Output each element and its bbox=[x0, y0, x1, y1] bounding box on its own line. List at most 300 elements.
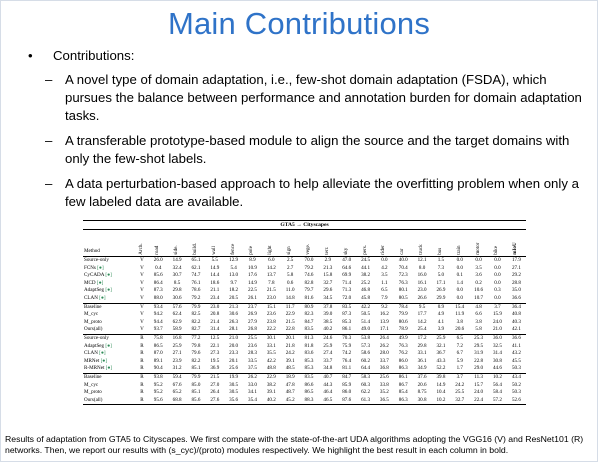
table-cell: V bbox=[140, 311, 144, 318]
table-cell: 2.5 bbox=[286, 257, 294, 263]
table-cell: 15.9 bbox=[492, 311, 502, 318]
method-cell: AdaptSeg [●] bbox=[84, 287, 112, 294]
table-cell: 18.2 bbox=[229, 287, 239, 294]
column-header: Method bbox=[83, 230, 135, 257]
table-cell: 35.2 bbox=[379, 389, 389, 396]
table-cell: R bbox=[135, 334, 149, 342]
table-cell: 19.5 bbox=[210, 357, 220, 364]
table-cell: 15.8 bbox=[323, 272, 333, 279]
table-row bbox=[83, 397, 526, 405]
table-cell: 89.1 bbox=[153, 357, 163, 364]
table-cell: 23.0 bbox=[266, 294, 276, 301]
table-cell: 76.1 bbox=[191, 279, 201, 286]
table-cell: 86.3 bbox=[398, 365, 408, 372]
table-cell: 25.6 bbox=[375, 373, 394, 381]
table-cell: 82.5 bbox=[191, 311, 201, 318]
column-header: mIoU bbox=[507, 230, 526, 257]
table-cell: 50.2 bbox=[511, 381, 521, 388]
table-cell: 13.7 bbox=[266, 272, 276, 279]
table-cell: 0.0 bbox=[456, 257, 463, 263]
table-cell: 79.2 bbox=[191, 294, 201, 301]
table-cell: 0.0 bbox=[381, 257, 388, 263]
table-row bbox=[83, 265, 526, 273]
table-cell: V bbox=[140, 264, 144, 271]
sub-bullet-prototype bbox=[28, 132, 588, 168]
table-cell: 12.5 bbox=[205, 334, 224, 342]
table-cell: 20.1 bbox=[281, 334, 300, 342]
column-header: rider bbox=[375, 230, 394, 257]
table-row bbox=[83, 319, 526, 327]
table-cell: 33.0 bbox=[248, 381, 257, 388]
table-cell: 11.7 bbox=[281, 303, 300, 311]
table-cell: 33.7 bbox=[323, 357, 333, 364]
table-cell: 6.0 bbox=[268, 257, 275, 263]
table-cell: 87.3 bbox=[153, 287, 163, 294]
table-cell: 34.8 bbox=[323, 365, 333, 372]
table-cell: 27.6 bbox=[205, 397, 224, 405]
table-cell: 3.7 bbox=[450, 373, 469, 381]
table-cell: 86.3 bbox=[394, 397, 413, 405]
method-cell: CLAN [●] bbox=[84, 350, 106, 357]
method-cell: Ours(all) bbox=[83, 397, 135, 405]
table-cell: 11.0 bbox=[285, 287, 295, 294]
table-cell: 87.3 bbox=[342, 311, 352, 318]
table-cell: 93.7 bbox=[153, 326, 163, 333]
table-cell: 10.7 bbox=[474, 294, 484, 301]
column-header: sky bbox=[337, 230, 356, 257]
table-cell: 24.2 bbox=[285, 350, 295, 357]
table-cell: 25.2 bbox=[361, 279, 370, 286]
table-cell: 28.1 bbox=[229, 326, 239, 333]
column-header: bus bbox=[432, 230, 451, 257]
table-cell: 35.0 bbox=[511, 287, 521, 294]
table-cell: 40.7 bbox=[318, 373, 337, 381]
table-row bbox=[83, 326, 526, 334]
table-cell: 3.9 bbox=[437, 326, 445, 333]
table-cell: 33.1 bbox=[417, 350, 427, 357]
column-header: light bbox=[262, 230, 281, 257]
table-cell: 38.5 bbox=[323, 318, 333, 325]
table-cell: 25.9 bbox=[432, 334, 451, 342]
column-header: road bbox=[149, 230, 168, 257]
table-cell: 31.4 bbox=[210, 326, 220, 333]
table-cell: 45.5 bbox=[511, 357, 521, 364]
table-cell: 53.8 bbox=[356, 334, 375, 342]
table-cell: 25.6 bbox=[229, 365, 239, 372]
table-cell: 0.9 bbox=[432, 303, 451, 311]
table-cell: 84.7 bbox=[337, 373, 356, 381]
table-row bbox=[83, 334, 526, 342]
column-header: side. bbox=[168, 230, 187, 257]
table-cell: 70.0 bbox=[304, 257, 314, 263]
table-cell: 46.8 bbox=[361, 287, 370, 294]
table-cell: 39.0 bbox=[323, 311, 333, 318]
table-cell: 2.9 bbox=[324, 257, 332, 263]
table-cell: 81.3 bbox=[300, 334, 319, 342]
table-cell: 4.9 bbox=[437, 311, 445, 318]
method-cell: AdaptSeg [●] bbox=[84, 342, 112, 349]
table-cell: 57.6 bbox=[168, 303, 187, 311]
table-cell: 3.6 bbox=[475, 272, 482, 279]
table-cell: 38.2 bbox=[266, 381, 276, 388]
table-cell: 80.1 bbox=[398, 287, 408, 294]
method-cell: MRNet [●] bbox=[84, 357, 108, 364]
table-cell: 37.6 bbox=[413, 373, 432, 381]
table-cell: 9.2 bbox=[375, 303, 394, 311]
table-cell: 27.4 bbox=[323, 350, 333, 357]
table-cell: 49.0 bbox=[361, 326, 370, 333]
table-cell: R bbox=[135, 397, 149, 405]
slide-title: Main Contributions bbox=[167, 6, 431, 41]
table-cell: 12.1 bbox=[417, 257, 427, 263]
table-cell: 74.7 bbox=[191, 272, 201, 279]
table-row bbox=[83, 373, 526, 381]
table-cell: 94.4 bbox=[153, 318, 163, 325]
table-cell: 85.6 bbox=[187, 397, 206, 405]
table-cell: 10.2 bbox=[488, 373, 507, 381]
table-cell: 27.1 bbox=[172, 350, 182, 357]
sub-bullet-perturbation bbox=[28, 175, 588, 211]
table-cell: V bbox=[140, 257, 144, 263]
table-row bbox=[83, 280, 526, 288]
table-cell: R bbox=[140, 365, 144, 372]
table-cell: R bbox=[140, 350, 144, 357]
column-header: train bbox=[450, 230, 469, 257]
table-cell: 64.4 bbox=[361, 365, 370, 372]
table-cell: 20.5 bbox=[229, 294, 239, 301]
table-cell: 78.9 bbox=[398, 326, 408, 333]
table-cell: 47.0 bbox=[342, 257, 352, 263]
table-cell: 21.1 bbox=[210, 287, 220, 294]
method-cell: FCNs [●] bbox=[84, 264, 104, 271]
table-cell: 0.0 bbox=[456, 287, 463, 294]
table-cell: 74.6 bbox=[304, 272, 314, 279]
table-cell: 24.6 bbox=[318, 334, 337, 342]
method-cell: Source-only bbox=[84, 257, 109, 263]
column-header: pers. bbox=[356, 230, 375, 257]
table-cell: 38.2 bbox=[361, 272, 370, 279]
table-cell: 86.5 bbox=[304, 389, 314, 396]
table-cell: V bbox=[140, 287, 144, 294]
table-cell: V bbox=[140, 272, 144, 279]
table-cell: 21.8 bbox=[285, 342, 295, 349]
table-cell: 7.2 bbox=[456, 342, 463, 349]
table-cell: 5.9 bbox=[456, 357, 463, 364]
table-cell: 80.9 bbox=[300, 303, 319, 311]
table-cell: 62.9 bbox=[172, 318, 182, 325]
table-cell: 42.1 bbox=[511, 326, 521, 333]
table-cell: 23.3 bbox=[229, 350, 239, 357]
table-cell: 79.9 bbox=[398, 311, 408, 318]
table-cell: 40.2 bbox=[262, 397, 281, 405]
table-cell: 22.2 bbox=[266, 326, 276, 333]
table-cell: R bbox=[140, 389, 144, 396]
table-cell: 56.4 bbox=[492, 381, 502, 388]
table-cell: 39.1 bbox=[266, 389, 276, 396]
table-cell: 69.9 bbox=[342, 272, 352, 279]
table-cell: 24.0 bbox=[474, 389, 484, 396]
table-cell: 85.4 bbox=[398, 389, 408, 396]
table-cell: 27.9 bbox=[248, 318, 257, 325]
table-cell: 42.2 bbox=[356, 303, 375, 311]
table-cell: 7.9 bbox=[381, 294, 388, 301]
table-cell: 32.7 bbox=[450, 397, 469, 405]
table-cell: 58.6 bbox=[361, 350, 370, 357]
table-cell: 25.5 bbox=[455, 389, 465, 396]
table-cell: 6.5 bbox=[381, 287, 388, 294]
table-cell: 50.3 bbox=[511, 389, 521, 396]
table-cell: 16.2 bbox=[379, 311, 389, 318]
table-cell: 68.8 bbox=[168, 397, 187, 405]
table-cell: 25.5 bbox=[243, 334, 262, 342]
table-cell: 21.5 bbox=[205, 373, 224, 381]
table-cell: 23.6 bbox=[266, 311, 276, 318]
table-cell: 24.5 bbox=[361, 257, 370, 263]
table-cell: 25.4 bbox=[417, 326, 427, 333]
table-cell: 8.9 bbox=[249, 257, 256, 263]
table-cell: 33.8 bbox=[379, 381, 389, 388]
table-cell: 85.3 bbox=[304, 365, 314, 372]
table-cell: 13.0 bbox=[229, 272, 239, 279]
method-cell: CLAN [●] bbox=[84, 294, 106, 301]
table-cell: 30.8 bbox=[413, 397, 432, 405]
table-cell: 79.6 bbox=[191, 350, 201, 357]
table-cell: 83.5 bbox=[337, 303, 356, 311]
dash-icon: – bbox=[45, 133, 53, 148]
table-cell: 25.9 bbox=[323, 342, 333, 349]
table-cell: 26.2 bbox=[379, 342, 389, 349]
table-cell: 31.2 bbox=[172, 365, 182, 372]
results-table-image bbox=[83, 220, 526, 448]
table-cell: 43.4 bbox=[507, 373, 526, 381]
table-cell: 79.7 bbox=[304, 287, 314, 294]
table-cell: 28.3 bbox=[248, 350, 257, 357]
table-cell: 0.0 bbox=[494, 294, 501, 301]
table-cell: 26.4 bbox=[375, 334, 394, 342]
table-cell: 36.6 bbox=[511, 294, 521, 301]
table-cell: 33.7 bbox=[379, 357, 389, 364]
table-row bbox=[83, 389, 526, 397]
table-cell: 86.0 bbox=[342, 389, 352, 396]
table-cell: 34.5 bbox=[323, 294, 333, 301]
table-cell: 26.8 bbox=[248, 326, 257, 333]
table-cell: 5.8 bbox=[475, 326, 482, 333]
table-cell: 0.0 bbox=[475, 257, 482, 263]
table-cell: 79.9 bbox=[187, 303, 206, 311]
table-cell: 23.0 bbox=[417, 287, 427, 294]
table-cell: 36.8 bbox=[379, 365, 389, 372]
table-cell: 29.5 bbox=[474, 342, 484, 349]
table-cell: 61.3 bbox=[356, 397, 375, 405]
table-cell: 33.1 bbox=[266, 342, 276, 349]
table-cell: 20.1 bbox=[229, 357, 239, 364]
table-cell: 82.3 bbox=[304, 311, 314, 318]
method-cell: Baseline bbox=[83, 303, 135, 311]
table-cell: 17.7 bbox=[417, 311, 427, 318]
table-cell: 16.8 bbox=[168, 334, 187, 342]
table-cell: 62.4 bbox=[172, 311, 182, 318]
table-row bbox=[83, 287, 526, 295]
table-cell: 1.4 bbox=[456, 279, 463, 286]
table-cell: 80.6 bbox=[398, 318, 408, 325]
table-cell: 30.5 bbox=[229, 381, 239, 388]
table-cell: 21.5 bbox=[285, 318, 295, 325]
table-cell: 17.9 bbox=[511, 257, 521, 263]
table-cell: 24.2 bbox=[455, 381, 465, 388]
method-cell: R-MRNet [●] bbox=[84, 365, 113, 372]
figure-caption: Results of adaptation from GTA5 to Cityscapes. We first compare with the state-of-the-art UDA algorithms adopting the VGG16 (V) and ResNet101 (R) networks. Then, we report our results with (s_cyc)/(proto) modules respectively. We highlight the best result in each column in bold. bbox=[5, 434, 584, 455]
table-cell: 26.3 bbox=[229, 318, 239, 325]
table-cell: 32.1 bbox=[436, 342, 446, 349]
table-cell: 19.9 bbox=[224, 373, 243, 381]
table-cell: 32.7 bbox=[323, 279, 333, 286]
sub-bullet-text: A data perturbation-based approach to help alleviate the overfitting problem when only a few labeled data are available. bbox=[65, 176, 579, 209]
table-cell: 77.2 bbox=[187, 334, 206, 342]
table-cell: 60.3 bbox=[361, 381, 370, 388]
sub-bullet-text: A transferable prototype-based module to align the source and the target domains with only the few-shot labels. bbox=[65, 133, 570, 166]
dash-icon: – bbox=[45, 176, 53, 191]
table-cell: 8.75 bbox=[417, 389, 427, 396]
method-cell: Source-only bbox=[83, 334, 135, 342]
table-cell: 17.1 bbox=[379, 326, 389, 333]
table-cell: V bbox=[140, 279, 144, 286]
table-cell: 71.4 bbox=[342, 279, 352, 286]
column-header: motor bbox=[469, 230, 488, 257]
table-cell: 36.1 bbox=[417, 357, 427, 364]
table-cell: 40.3 bbox=[511, 318, 521, 325]
table-cell: 45.8 bbox=[361, 294, 370, 301]
table-cell: 43.2 bbox=[511, 350, 521, 357]
table-cell: 6.5 bbox=[450, 334, 469, 342]
table-cell: 5.0 bbox=[437, 272, 445, 279]
table-cell: 22.1 bbox=[210, 342, 220, 349]
table-cell: 44.6 bbox=[492, 365, 502, 372]
column-header: terr. bbox=[318, 230, 337, 257]
table-cell: 0.0 bbox=[456, 294, 463, 301]
table-cell: 85.1 bbox=[191, 365, 201, 372]
table-cell: 36.4 bbox=[507, 303, 526, 311]
table-cell: 0.4 bbox=[155, 264, 162, 271]
table-cell: 23.7 bbox=[243, 303, 262, 311]
table-cell: 62.2 bbox=[361, 389, 370, 396]
table-cell: 88.0 bbox=[153, 294, 163, 301]
table-cell: 5.8 bbox=[286, 272, 294, 279]
table-cell: 58.4 bbox=[492, 389, 502, 396]
table-cell: 86.4 bbox=[153, 279, 163, 286]
table-cell: 25.3 bbox=[469, 334, 488, 342]
table-cell: 0.1 bbox=[456, 272, 463, 279]
dash-icon: – bbox=[45, 72, 53, 87]
table-cell: 76.3 bbox=[398, 342, 408, 349]
table-cell: R bbox=[140, 342, 144, 349]
table-cell: 37.5 bbox=[248, 365, 257, 372]
table-cell: 58.9 bbox=[172, 326, 182, 333]
table-cell: 79.8 bbox=[191, 342, 201, 349]
table-cell: 0.3 bbox=[494, 287, 501, 294]
table-cell: 49.9 bbox=[394, 334, 413, 342]
table-cell: 32.5 bbox=[492, 342, 502, 349]
table-cell: 85.9 bbox=[342, 381, 352, 388]
table-cell: 30.8 bbox=[492, 357, 502, 364]
table-cell: 70.3 bbox=[337, 334, 356, 342]
table-cell: 86.6 bbox=[304, 381, 314, 388]
table-cell: 27.3 bbox=[210, 350, 220, 357]
table-row bbox=[83, 343, 526, 351]
table-cell: 11.9 bbox=[455, 311, 465, 318]
table-row bbox=[83, 365, 526, 373]
column-header: vege. bbox=[300, 230, 319, 257]
table-cell: 23.9 bbox=[172, 357, 182, 364]
table-cell: 90.4 bbox=[153, 365, 163, 372]
table-cell: 0.0 bbox=[494, 279, 501, 286]
table-cell: 58.3 bbox=[356, 373, 375, 381]
table-cell: 59.4 bbox=[168, 373, 187, 381]
table-cell: 24.0 bbox=[492, 318, 502, 325]
table-cell: 20.6 bbox=[455, 326, 465, 333]
table-cell: 0.0 bbox=[494, 264, 501, 271]
table-cell: 34.1 bbox=[248, 389, 257, 396]
table-cell: 81.8 bbox=[304, 342, 314, 349]
table-cell: 18.6 bbox=[210, 279, 220, 286]
table-cell: 14.9 bbox=[172, 257, 182, 263]
table-cell: 76.2 bbox=[398, 350, 408, 357]
table-cell: 22.4 bbox=[469, 397, 488, 405]
table-cell: 72.3 bbox=[398, 272, 408, 279]
table-cell: 71.3 bbox=[342, 287, 352, 294]
table-cell: 4.2 bbox=[381, 264, 388, 271]
bullet-contributions bbox=[28, 47, 588, 65]
table-cell: 64.6 bbox=[342, 264, 352, 271]
table-cell: 23.4 bbox=[210, 294, 220, 301]
table-cell: 18.9 bbox=[281, 373, 300, 381]
table-cell: 3.5 bbox=[475, 264, 482, 271]
column-header: truck bbox=[413, 230, 432, 257]
table-row bbox=[83, 295, 526, 303]
table-cell: 31.9 bbox=[474, 350, 484, 357]
table-cell: 42.2 bbox=[266, 357, 276, 364]
table-cell: 40.2 bbox=[323, 326, 333, 333]
column-header: bike bbox=[488, 230, 507, 257]
table-cell: 14.4 bbox=[210, 272, 220, 279]
table-cell: 85.1 bbox=[191, 389, 201, 396]
table-cell: 43.3 bbox=[436, 357, 446, 364]
table-cell: 57.2 bbox=[488, 397, 507, 405]
table-cell: 46.4 bbox=[323, 389, 333, 396]
table-cell: 76.4 bbox=[342, 357, 352, 364]
table-cell: 35.4 bbox=[243, 397, 262, 405]
table-cell: 15.4 bbox=[450, 303, 469, 311]
table-cell: 15.7 bbox=[474, 381, 484, 388]
column-header: fence bbox=[224, 230, 243, 257]
table-cell: 22.5 bbox=[248, 287, 257, 294]
table-cell: 36.7 bbox=[436, 350, 446, 357]
table-cell: 0.0 bbox=[494, 272, 501, 279]
table-cell: 26.6 bbox=[417, 294, 427, 301]
table-cell: 86.0 bbox=[398, 357, 408, 364]
table-cell: 3.8 bbox=[456, 318, 463, 325]
table-cell: 30.6 bbox=[172, 294, 182, 301]
table-cell: 85.6 bbox=[153, 272, 163, 279]
table-cell: 30.6 bbox=[229, 311, 239, 318]
table-cell: 85.0 bbox=[191, 381, 201, 388]
table-cell: 6.6 bbox=[475, 311, 482, 318]
table-cell: 0.0 bbox=[456, 264, 463, 271]
method-cell: M_cyc bbox=[84, 311, 99, 318]
table-cell: 22.8 bbox=[285, 326, 295, 333]
table-cell: 14.9 bbox=[436, 381, 446, 388]
table-cell: 40.8 bbox=[511, 311, 521, 318]
table-cell: 10.2 bbox=[432, 397, 451, 405]
